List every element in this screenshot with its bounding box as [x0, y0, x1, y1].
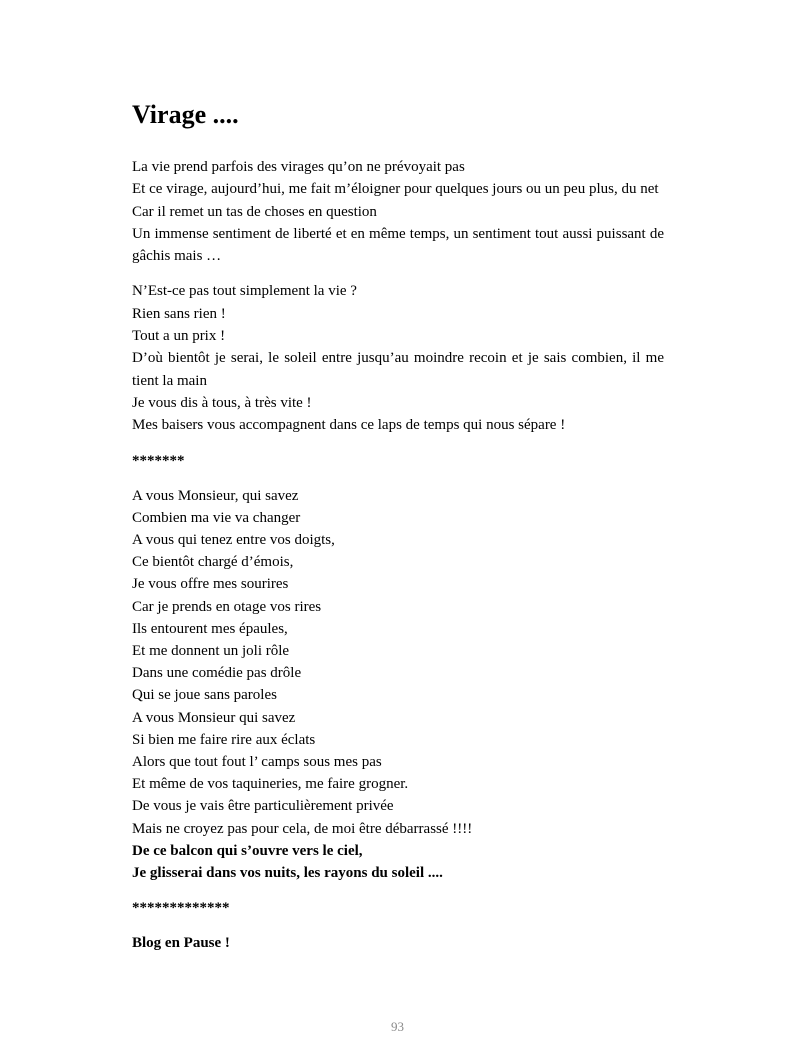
- poem-line: Ce bientôt chargé d’émois,: [132, 554, 294, 571]
- poem-line: Alors que tout fout l’ camps sous mes pas: [132, 754, 382, 770]
- text-line: Car il remet un tas de choses en question: [132, 203, 377, 220]
- poem-line: Et me donnent un joli rôle: [132, 642, 290, 659]
- poem-line: Dans une comédie pas drôle: [132, 665, 302, 682]
- page-content: [132, 98, 664, 954]
- poem-line: De vous je vais être particulièrement privée: [132, 798, 394, 815]
- intro-paragraph: [132, 156, 664, 267]
- poem-line: Je vous offre mes sourires: [132, 576, 289, 593]
- text-line: La vie prend parfois des virages qu’on ne prévoyait pas: [132, 159, 465, 175]
- separator-stars-2: *************: [132, 900, 230, 917]
- separator-stars: *******: [132, 452, 185, 469]
- text-line: Rien sans rien !: [132, 305, 226, 322]
- poem-line: Combien ma vie va changer: [132, 509, 301, 526]
- poem-line: Si bien me faire rire aux éclats: [132, 731, 316, 748]
- poem-line: A vous Monsieur, qui savez: [132, 487, 299, 504]
- second-paragraph: [132, 280, 664, 436]
- text-line: Et ce virage, aujourd’hui, me fait m’éloigner pour quelques jours ou un peu plus, du net: [132, 181, 659, 198]
- page-number: 93: [391, 1019, 404, 1034]
- text-line: Mes baisers vous accompagnent dans ce laps de temps qui nous sépare !: [132, 417, 566, 434]
- poem-line-bold: De ce balcon qui s’ouvre vers le ciel,: [132, 842, 363, 859]
- poem-line: Qui se joue sans paroles: [132, 687, 277, 704]
- text-line: Je vous dis à tous, à très vite !: [132, 394, 312, 411]
- text-line: D’où bientôt je serai, le soleil entre jusqu’au moindre recoin et je sais combien, il me tient la main: [132, 350, 664, 389]
- poem-line: Et même de vos taquineries, me faire grogner.: [132, 776, 409, 793]
- text-line: Un immense sentiment de liberté et en même temps, un sentiment tout aussi puissant de gâchis mais …: [132, 225, 664, 265]
- poem-line: Mais ne croyez pas pour cela, de moi être débarrassé !!!!: [132, 820, 473, 837]
- poem-line: A vous qui tenez entre vos doigts,: [132, 531, 335, 548]
- poem-line: Car je prends en otage vos rires: [132, 598, 322, 615]
- page-title: Virage ....: [132, 100, 239, 129]
- poem-line: Ils entourent mes épaules,: [132, 620, 288, 637]
- text-line: N’Est-ce pas tout simplement la vie ?: [132, 283, 357, 300]
- poem: [132, 485, 664, 885]
- poem-line-bold: Je glisserai dans vos nuits, les rayons du soleil ....: [132, 865, 443, 882]
- poem-line: A vous Monsieur qui savez: [132, 709, 296, 726]
- text-line: Tout a un prix !: [132, 328, 226, 345]
- footer-note: Blog en Pause !: [132, 935, 230, 952]
